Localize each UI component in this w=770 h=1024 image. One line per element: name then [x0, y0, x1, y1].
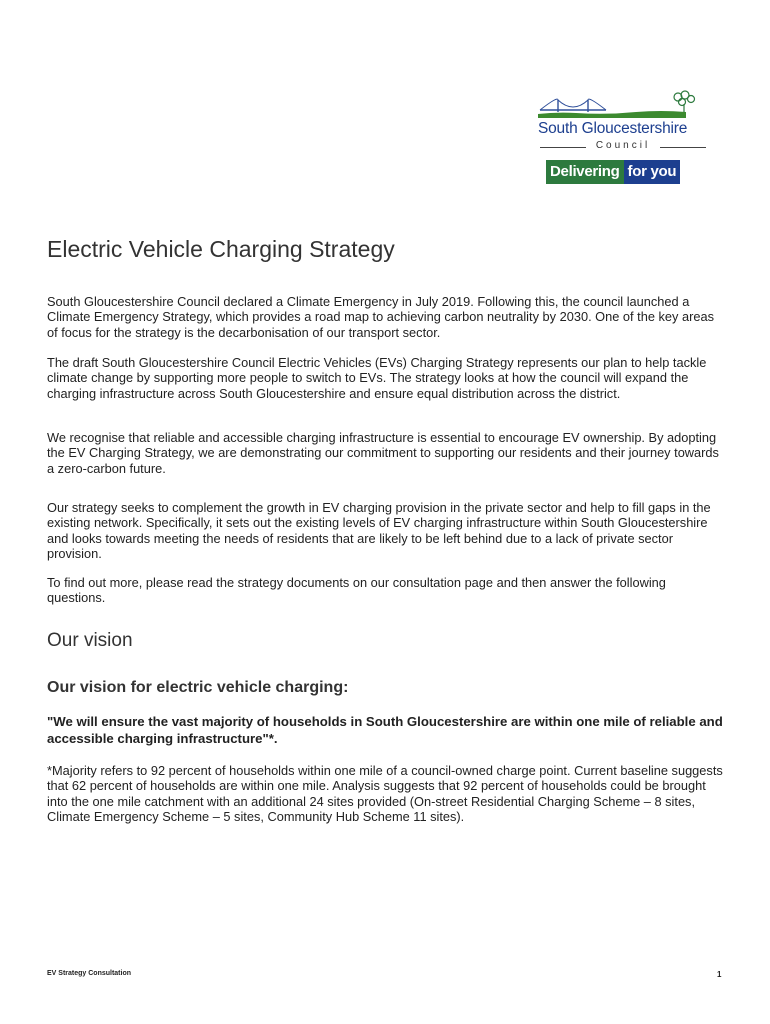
paragraph-intro: South Gloucestershire Council declared a Climate Emergency in July 2019. Following this, the council launched a Climate Emergency Strategy, which provides a road map to achieving carbon neutrality by 2030. One of the key areas of focus for the strategy is the decarbonisation of our transport sector. — [47, 294, 714, 340]
logo-tagline — [546, 160, 680, 184]
divider — [660, 147, 706, 148]
tagline-part1: Delivering — [546, 160, 624, 184]
footer-label: EV Strategy Consultation — [47, 970, 132, 977]
bridge-landscape-icon — [536, 88, 708, 120]
council-logo — [536, 88, 708, 188]
logo-organisation-name: South Gloucestershire — [538, 120, 688, 137]
paragraph-complement: Our strategy seeks to complement the growth in EV charging provision in the private sector and help to fill gaps in the existing network. Specifically, it sets out the existing levels of EV charging infrastructure within South Gloucestershire and looks towards meeting the needs of residents that are likely to be left behind due to a lack of private sector provision. — [47, 500, 711, 562]
logo-council-label: Council — [595, 140, 651, 151]
paragraph-find-out-more: To find out more, please read the strategy documents on our consultation page and then answer the following questions. — [47, 575, 666, 606]
vision-heading: Our vision — [47, 630, 133, 651]
vision-quote: "We will ensure the vast majority of households in South Gloucestershire are within one mile of reliable and accessible charging infrastructure"*. — [47, 714, 723, 746]
paragraph-draft-strategy: The draft South Gloucestershire Council Electric Vehicles (EVs) Charging Strategy represents our plan to help tackle climate change by supporting more people to switch to EVs. The strategy looks at how the council will expand the charging infrastructure across South Gloucestershire and ensure equal distribution across the district. — [47, 355, 707, 401]
vision-subheading: Our vision for electric vehicle charging: — [47, 679, 349, 696]
logo-council-row — [540, 140, 706, 154]
paragraph-recognise: We recognise that reliable and accessible charging infrastructure is essential to encourage EV ownership. By adopting the EV Charging Strategy, we are demonstrating our commitment to supporting our residents and their journey towards a zero-carbon future. — [47, 430, 719, 476]
divider — [540, 147, 586, 148]
page-number: 1 — [717, 970, 722, 979]
vision-footnote: *Majority refers to 92 percent of households within one mile of a council-owned charge point. Current baseline suggests that 62 percent of households are within one mile. Analysis suggests that 92 percent of households could be brought into the one mile catchment with an additional 24 sites provided (On-street Residential Charging Scheme – 8 sites, Climate Emergency Scheme – 5 sites, Community Hub Scheme 11 sites). — [47, 763, 723, 825]
document-title: Electric Vehicle Charging Strategy — [47, 236, 395, 262]
tagline-part2: for you — [624, 160, 681, 184]
